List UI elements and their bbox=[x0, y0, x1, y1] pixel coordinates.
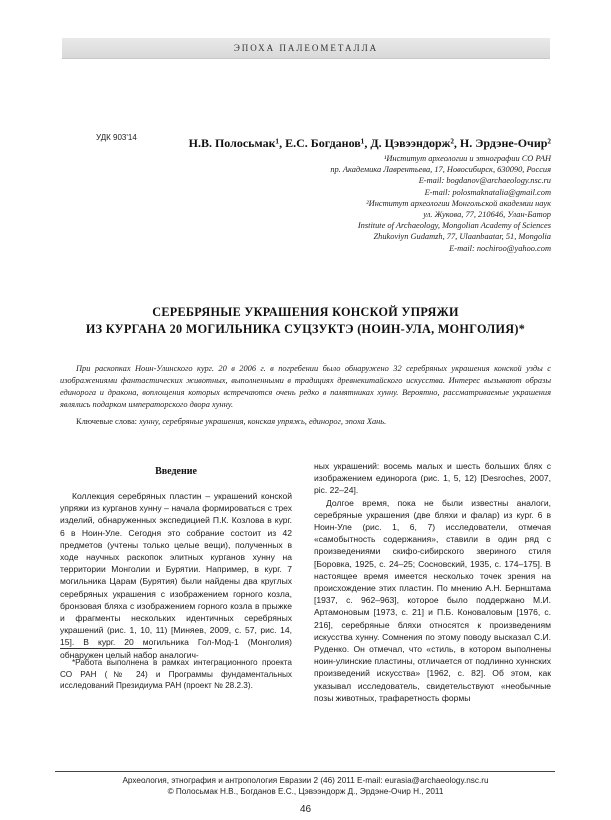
right-column bbox=[314, 460, 551, 704]
authors-line: Н.В. Полосьмак¹, Е.С. Богданов¹, Д. Цэвээндорж², Н. Эрдэне-Очир² bbox=[188, 136, 551, 150]
affiliation-email[interactable]: E-mail: nochiroo@yahoo.com bbox=[449, 243, 551, 253]
udk-code: УДК 903'14 bbox=[96, 133, 137, 142]
article-title bbox=[40, 304, 571, 338]
affiliation-line: Zhukoviyn Gudamzh, 77, Ulaanbaatar, 51, Mongolia bbox=[373, 232, 551, 242]
affiliation-line: ¹Институт археологии и этнографии СО РАН bbox=[383, 154, 551, 163]
footer-rule bbox=[55, 771, 555, 772]
affiliation-email[interactable]: E-mail: bogdanov@archaeology.nsc.ru bbox=[418, 176, 551, 186]
keywords-text: хунну, серебряные украшения, конская упряжь, единорог, эпоха Хань. bbox=[139, 417, 387, 426]
affiliation-line: Institute of Archaeology, Mongolian Academy of Sciences bbox=[357, 221, 551, 231]
paragraph: Долгое время, пока не были известны аналоги, серебряные украшения (две бляхи и фалар) из кург. 6 в Ноин-Уле (рис. 1, 6, 7) исследователи, отмечая «самобытность содержания», ставили в один ряд с произведениями скифо-сибирского звериного стиля [Боровка, 1925, с. 24–25; Сосновский, 1935, с. 174–175]. В настоящее время имеется несколько точек зрения на происхождение этих пластин. По мнению А.Н. Бернштама [1937, с. 962–963], которое было поддержано М.И. Артамоновым [1973, с. 21] и П.Б. Коноваловым [1976, с. 216], серебряные бляхи относятся к произведениям искусства хунну. Сомнения по этому поводу высказал С.И. Руденко. Он отмечал, что «стиль, в котором выполнены ноин-улинские пластины, отличается от подлинно хуннских произведений искусства» [1962, с. 82]. Об этом, как указывал исследователь, свидетельствуют «необычные позы животных, трафаретность формы bbox=[314, 497, 551, 703]
keywords-label: Ключевые слова: bbox=[76, 417, 137, 426]
title-line: ИЗ КУРГАНА 20 МОГИЛЬНИКА СУЦЗУКТЭ (НОИН-УЛА, МОНГОЛИЯ)* bbox=[85, 322, 526, 336]
affiliation-line: ул. Жукова, 77, 210646, Улан-Батор bbox=[423, 210, 551, 220]
paragraph: ных украшений: восемь малых и шесть больших блях с изображением единорога (рис. 1, 5, 12) [Desroches, 2007, pic. 22–24]. bbox=[314, 461, 551, 496]
running-header-bar bbox=[62, 38, 550, 59]
running-header-text: ЭПОХА ПАЛЕОМЕТАЛЛА bbox=[233, 43, 379, 53]
footer-journal-line: Археология, этнография и антропология Евразии 2 (46) 2011 E-mail: eurasia@archaeology.nsc.ru bbox=[122, 776, 489, 785]
keywords bbox=[76, 417, 386, 426]
footnote-rule bbox=[60, 648, 152, 649]
affiliation-email[interactable]: E-mail: polosmaknatalia@gmail.com bbox=[424, 187, 551, 197]
title-line: СЕРЕБРЯНЫЕ УКРАШЕНИЯ КОНСКОЙ УПРЯЖИ bbox=[152, 305, 459, 319]
affiliations-block bbox=[221, 153, 551, 254]
section-heading: Введение bbox=[155, 466, 197, 477]
page-number: 46 bbox=[299, 804, 312, 815]
footnote: *Работа выполнена в рамках интеграционного проекта СО РАН (№ 24) и Программы фундаментальных исследований Президиума РАН (проект № 28.2.3). bbox=[60, 658, 292, 691]
affiliation-line: пр. Академика Лаврентьева, 17, Новосибирск, 630090, Россия bbox=[330, 165, 551, 175]
abstract-text: При раскопках Ноин-Улинского кург. 20 в 2006 г. в погребении было обнаружено 32 серебряных украшения конской узды с изображениями фантастических животных, выполненными в традициях древнекитайского искусства. Интерес вызывают образы единорога и дракона, воплощения которых встречаются очень редко в памятниках хунну. Вероятно, рассматриваемые украшения являлись подарком императорского двора хунну. bbox=[60, 364, 551, 409]
footer-copyright-line: © Полосьмак Н.В., Богданов Е.С., Цэвээндорж Д., Эрдэне-Очир Н., 2011 bbox=[167, 787, 444, 796]
abstract bbox=[60, 363, 551, 411]
affiliation-line: ²Институт археологии Монгольской академии наук bbox=[366, 198, 551, 208]
left-column bbox=[60, 490, 292, 661]
paragraph: Коллекция серебряных пластин – украшений конской упряжи из курганов хунну – начала формироваться с трех изделий, обнаруженных экспедицией П.К. Козлова в кург. 6 в Ноин-Уле. Сегодня это собрание состоит из 42 предметов (учтены только целые вещи), полученных в ходе научных раскопок элитных курганов хунну на территории Монголии и Бурятии. Например, в кург. 7 могильника Царам (Бурятия) были найдены два круглых серебряных украшения с изображением горного козла, бронзовая бляха с изображением горного козла в прыжке и фрагменты нескольких идентичных серебряных украшений (рис. 1, 10, 11) [Миняев, 2009, с. 57, рис. 14, 15]. В кург. 20 могильника Гол-Мод-1 (Монголия) обнаружен целый набор аналогич- bbox=[60, 491, 292, 660]
